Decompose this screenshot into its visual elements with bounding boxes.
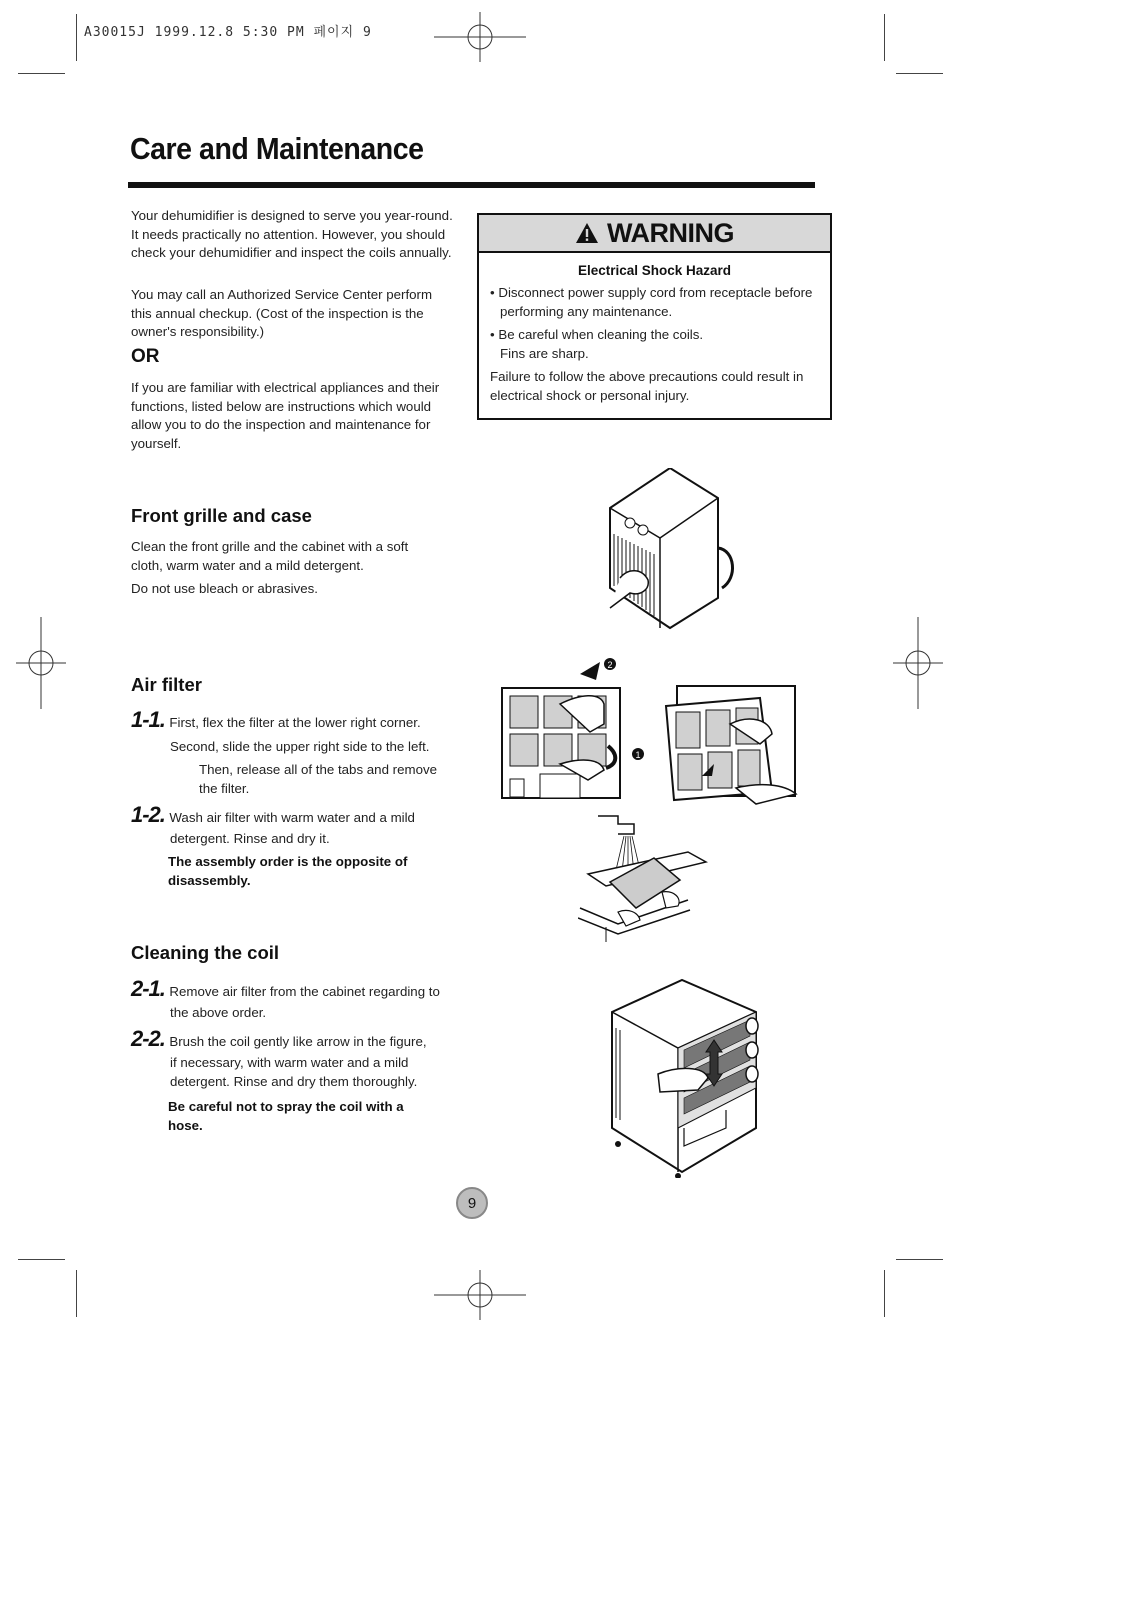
- intro-paragraph-3: If you are familiar with electrical appliances and their functions, listed below are instructions which would allow you to do the inspection and maintenance for yourself.: [131, 380, 440, 451]
- step-text: Remove air filter from the cabinet regarding to: [169, 984, 440, 999]
- air-filter-step-1-line-4: the filter.: [199, 781, 250, 796]
- front-grille-heading: Front grille and case: [131, 505, 312, 526]
- filter-washing-illustration: [578, 812, 708, 947]
- air-filter-step-1: [131, 707, 421, 733]
- coil-heading: Cleaning the coil: [131, 942, 280, 963]
- coil-step-1: [131, 976, 440, 1002]
- page-number: 9: [456, 1187, 488, 1219]
- air-filter-heading: Air filter: [131, 674, 202, 695]
- warning-triangle-icon: [575, 222, 599, 244]
- coil-note: Be careful not to spray the coil with a hose.: [168, 1099, 404, 1133]
- print-header: A30015J 1999.12.8 5:30 PM 페이지 9: [84, 25, 372, 40]
- step-number: 2-1.: [131, 976, 165, 1001]
- registration-mark-right: [893, 617, 943, 709]
- warning-footer: Failure to follow the above precautions could result in electrical shock or personal injury.: [490, 369, 804, 403]
- dehumidifier-cleaning-illustration: [600, 468, 750, 638]
- title-rule: [128, 182, 815, 188]
- filter-removal-illustration-1: [500, 654, 645, 799]
- coil-step-1-line-2: the above order.: [170, 1005, 267, 1020]
- warning-bullet-1: • Disconnect power supply cord from receptacle before performing any maintenance.: [490, 285, 813, 319]
- page-title: Care and Maintenance: [130, 131, 424, 166]
- step-text: Brush the coil gently like arrow in the figure,: [169, 1034, 427, 1049]
- step-number: 1-2.: [131, 802, 165, 827]
- intro-paragraph-1: Your dehumidifier is designed to serve you year-round. It needs practically no attention. However, you should check your dehumidifier and inspect the coils annually.: [131, 208, 453, 260]
- warning-header: [479, 215, 830, 253]
- air-filter-step-1-line-2: Second, slide the upper right side to the left.: [170, 739, 430, 754]
- step-text: Wash air filter with warm water and a mild: [169, 810, 415, 825]
- coil-step-2-line-3: detergent. Rinse and dry them thoroughly.: [170, 1074, 418, 1089]
- warning-bullet-2-cont: Fins are sharp.: [500, 345, 589, 361]
- step-number: 1-1.: [131, 707, 165, 732]
- warning-box: [477, 213, 832, 420]
- marker-1: 1: [635, 750, 641, 760]
- air-filter-note: The assembly order is the opposite of disassembly.: [168, 854, 408, 888]
- or-label: OR: [131, 346, 160, 367]
- warning-subheading: Electrical Shock Hazard: [577, 263, 732, 278]
- registration-mark-bottom: [434, 1270, 526, 1320]
- warning-bullet-2: • Be careful when cleaning the coils.: [490, 327, 704, 342]
- coil-cleaning-illustration: [608, 978, 760, 1178]
- intro-paragraph-2: You may call an Authorized Service Center perform this annual checkup. (Cost of the inspection is the owner's responsibility.): [131, 287, 433, 339]
- filter-removal-illustration-2: [660, 684, 800, 809]
- step-text: First, flex the filter at the lower right corner.: [169, 715, 421, 730]
- air-filter-step-2: [131, 802, 415, 828]
- registration-mark-left: [16, 617, 66, 709]
- air-filter-step-1-line-3: Then, release all of the tabs and remove: [199, 762, 438, 777]
- front-grille-paragraph-2: Do not use bleach or abrasives.: [131, 581, 319, 596]
- step-number: 2-2.: [131, 1026, 165, 1051]
- air-filter-step-2-line-2: detergent. Rinse and dry it.: [170, 831, 330, 846]
- marker-2: 2: [607, 660, 613, 670]
- registration-mark-top: [434, 12, 526, 62]
- front-grille-paragraph-1: Clean the front grille and the cabinet with a soft cloth, warm water and a mild detergent.: [131, 539, 409, 573]
- coil-step-2: [131, 1026, 427, 1052]
- warning-heading: WARNING: [607, 217, 734, 248]
- coil-step-2-line-2: if necessary, with warm water and a mild: [170, 1055, 409, 1070]
